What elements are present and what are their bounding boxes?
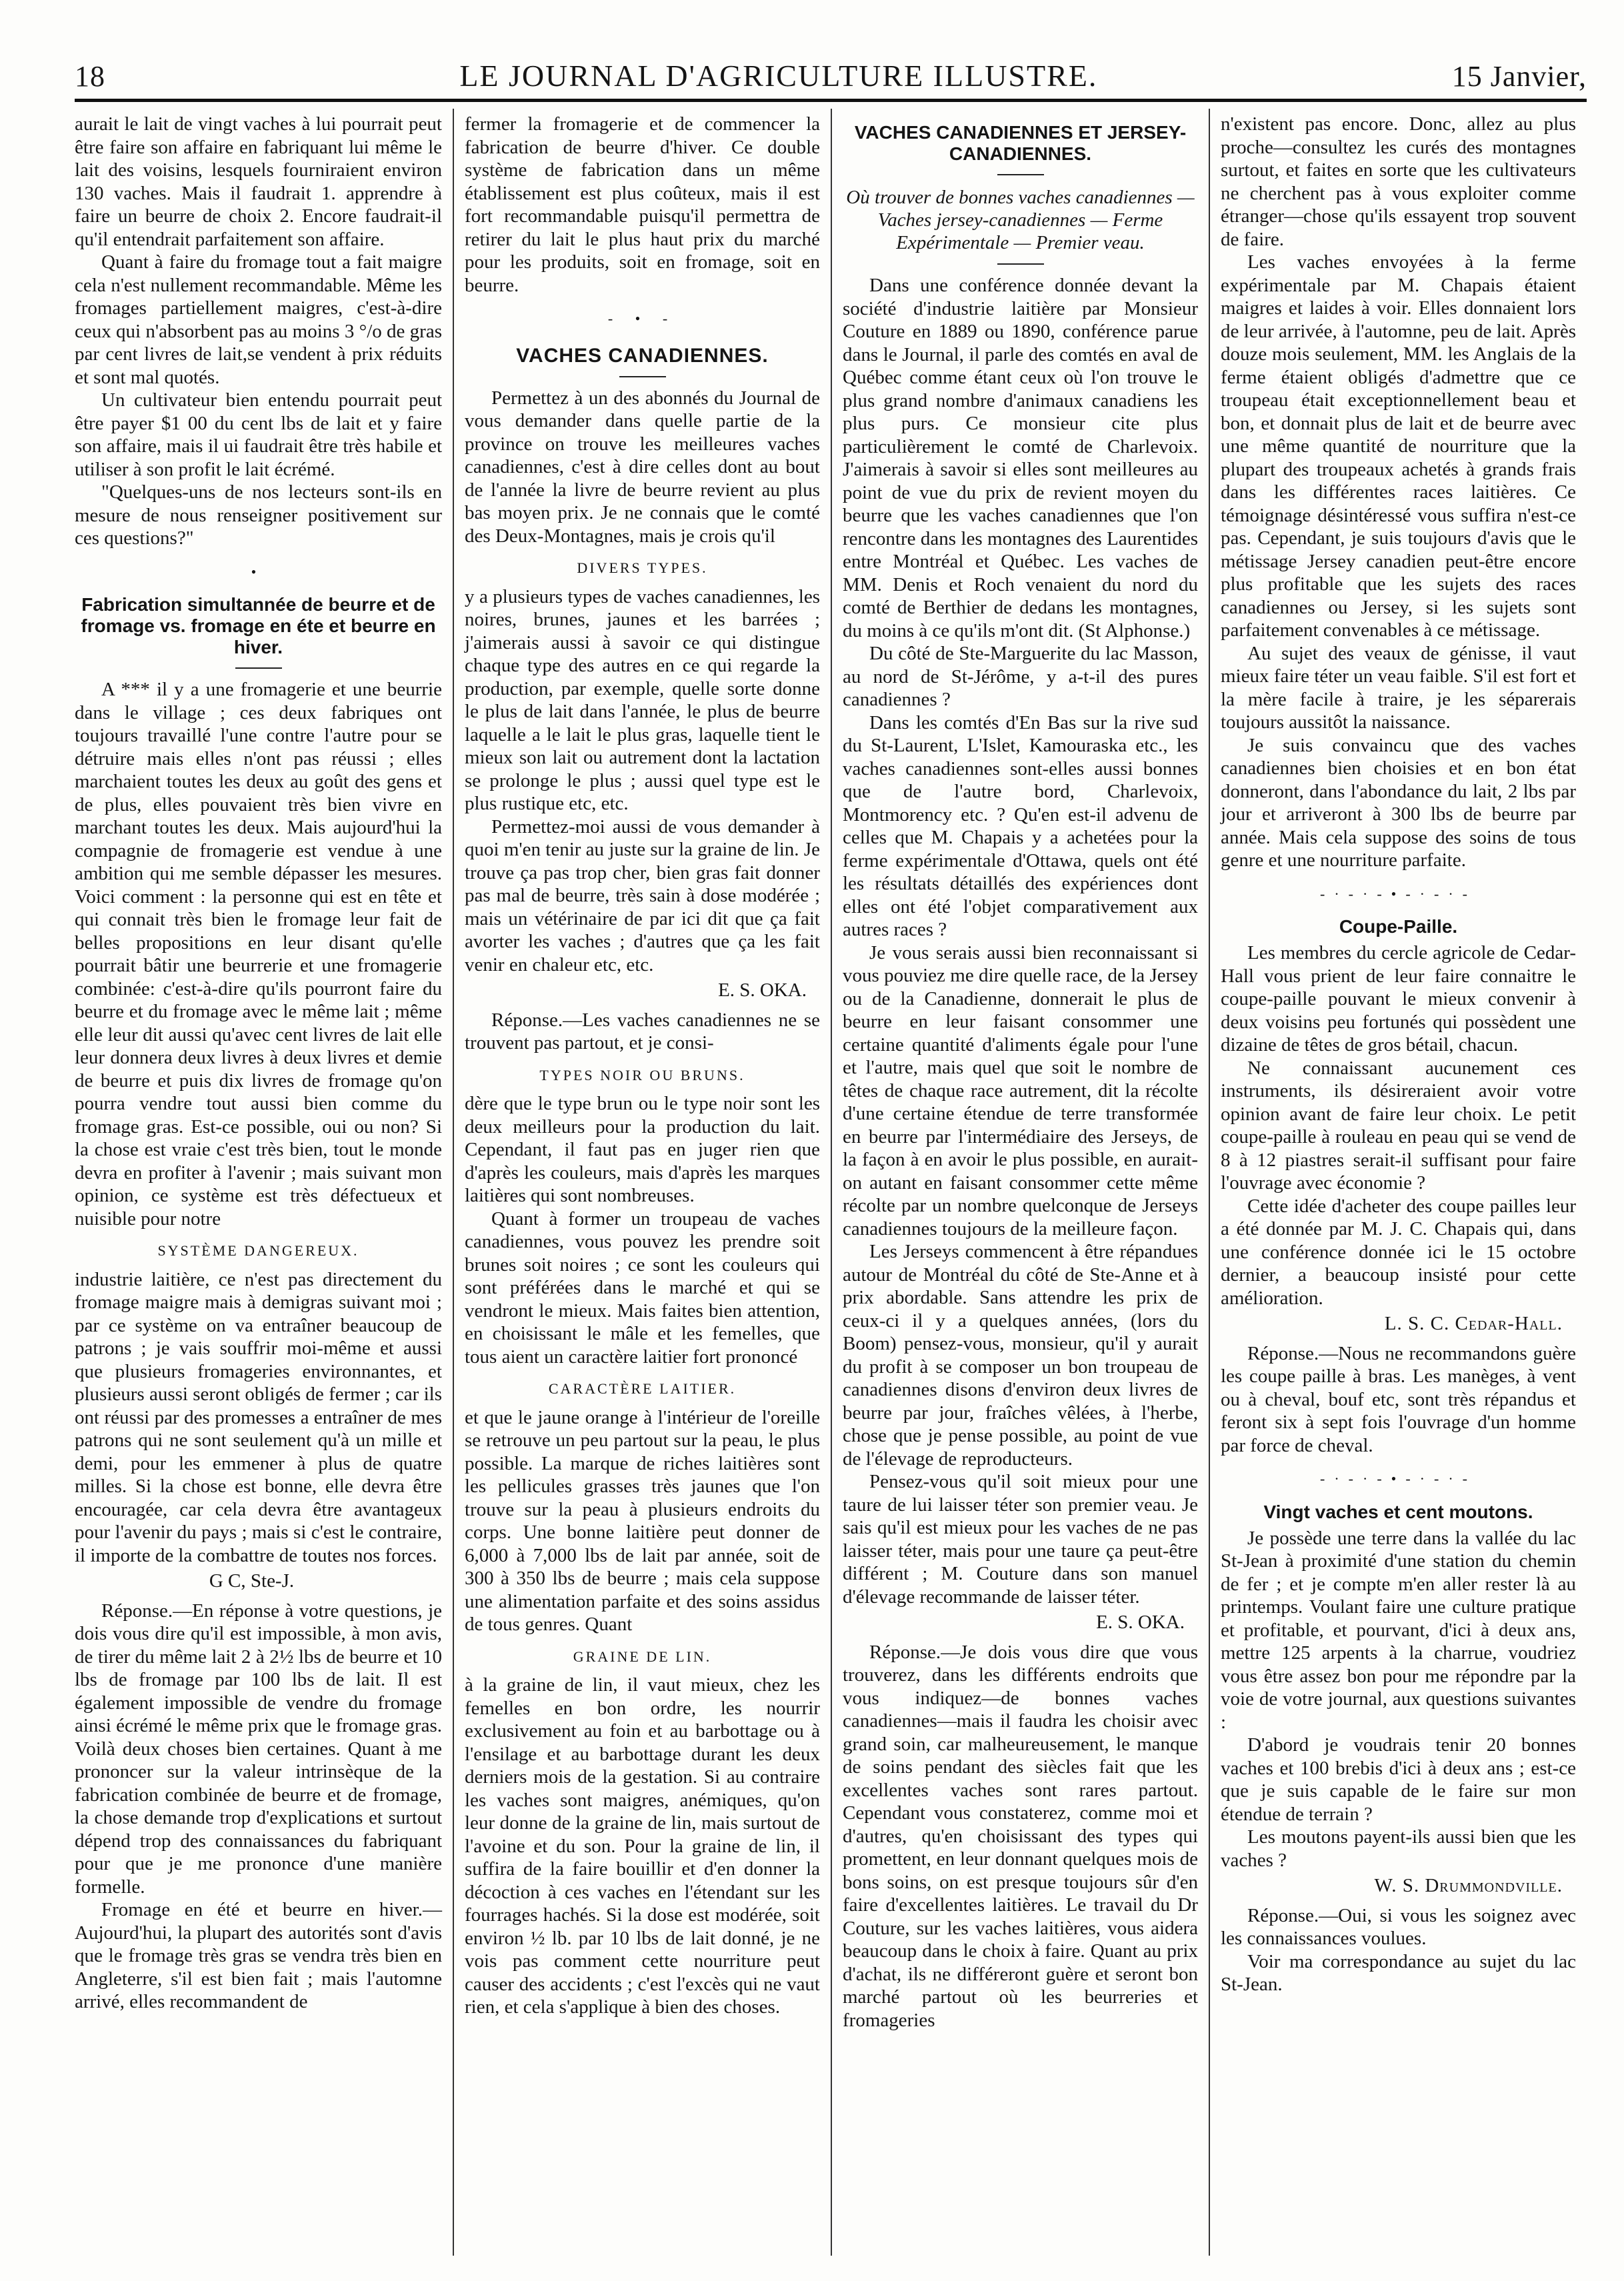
column-3 [831,109,1209,2256]
signature: E. S. OKA. [1096,1612,1185,1633]
signature: W. S. Drummondville. [1374,1875,1563,1896]
paragraph: Réponse.—Nous ne recommandons guère les coupe paille à bras. Les manèges, à vent ou à cheval, bouf etc, sont très répandus et feront six à sept fois l'ouvrage d'un homme par force de cheval. [1221,1342,1576,1456]
ornament-divider: - • - [607,310,677,327]
paragraph: Quant à former un troupeau de vaches canadiennes, vous pouvez les prendre soit brunes soit noires ; ce sont les couleurs qui sont préférées dans le marché et qui se vendront le mieux. Mais faites bien attention, en choisissant le mâle et les femelles, que tous aient un caractère laitier fort prononcé [465,1208,820,1368]
paragraph: Les Jerseys commencent à être répandues autour de Montréal du côté de Ste-Anne et à prix abordable. Sans attendre les prix de ceux-ci il y a quelques années, (lors du Boom) pensez-vous, monsieur, qu'il y aurait du profit à se composer un bon troupeau de canadiennes disons d'environ deux livres de beurre par jour, fraîches vêlées, à l'herbe, chose que je pense possible, au point de vue de l'élevage de reproducteurs. [843,1241,1198,1470]
short-rule [619,376,666,377]
paragraph: aurait le lait de vingt vaches à lui pourrait peut être faire son affaire en fabriquant lui même le lait des voisins, lesquels fourniraient environ 130 vaches. Mais il faudrait 1. apprendre à faire un beurre de choix 2. Encore faudrait-il qu'il entendrait parfaitement son affaire. [75,113,442,250]
masthead [75,52,1587,93]
paragraph: industrie laitière, ce n'est pas directement du fromage maigre mais à demigras suivant moi ; par ce système on va entraîner beaucoup de patrons ; je vais souffrir moi-même et aussi que plusieurs fromageries environnantes, et plusieurs aussi seront obligés de fermer ; car ils ont réussi par des promesses a entraîner de mes patrons qui ne sont seulement qu'à un mille et demi, pour les emmener à plus de quatre milles. Si la chose est bonne, elle devra être encouragée, car cela devra être avantageux pour l'avenir du pays ; mais si c'est le contraire, il importe de la combattre de toutes nos forces. [75,1268,442,1566]
journal-title: LE JOURNAL D'AGRICULTURE ILLUSTRE. [459,59,1098,93]
page-number: 18 [75,60,105,93]
paragraph: Les membres du cercle agricole de Cedar-Hall vous prient de leur faire connaitre le coupe-paille pouvant le mieux convenir à deux voisins peu fortunés qui possèdent une dizaine de têtes de gros bétail, chacun. [1221,942,1576,1055]
paragraph: fermer la fromagerie et de commencer la fabrication de beurre d'hiver. Ce double système de fabrication dans un même établissement est plus coûteux, mais il est fort recommandable puisqu'il permettra de retirer du lait le plus haut prix du marché pour les produits, soit en fromage, soit en beurre. [465,113,820,296]
column-1 [75,109,453,2256]
paragraph: "Quelques-uns de nos lecteurs sont-ils en mesure de nous renseigner positivement sur ces questions?" [75,481,442,549]
subheading: GRAINE DE LIN. [573,1648,712,1665]
ornament-divider: -·-·-•-·-·- [1320,1470,1477,1487]
paragraph: D'abord je voudrais tenir 20 bonnes vaches et 100 brebis d'ici à deux ans ; est-ce que je suis capable de le faire sur mon étendue de terrain ? [1221,1734,1576,1825]
paragraph: Cette idée d'acheter des coupe pailles leur a été donnée par M. J. C. Chapais qui, dans une conférence donnée ici le 15 octobre dernier, a beaucoup insisté pour cette amélioration. [1221,1195,1576,1309]
paragraph: Les moutons payent-ils aussi bien que les vaches ? [1221,1826,1576,1871]
paragraph: Dans une conférence donnée devant la société d'industrie laitière par Monsieur Couture en 1889 ou 1890, conférence parue dans le Journal, il parle des comtés en aval de Québec comme étant ceux où l'on trouve le plus grand nombre d'animaux canadiens les plus purs. Ce monsieur cite plus particulièrement le comté de Charlevoix. J'aimerais à savoir si elles sont meilleures au point de vue du prix de revient moyen du beurre que les vaches canadiennes que l'on rencontre dans les montagnes des Laurentides entre Montréal et Québec. Les vaches de MM. Denis et Roch venaient du nord du comté de Berthier de dedans les montagnes, du moins à ce qu'ils m'ont dit. (St Alphonse.) [843,275,1198,641]
paragraph: n'existent pas encore. Donc, allez au plus proche—consultez les curés des montagnes surtout, et faites en sorte que les cultivateurs ne cherchent pas à vous exploiter comme étranger—chose qu'ils essayent trop souvent de faire. [1221,113,1576,250]
article-heading: VACHES CANADIENNES ET JERSEY-CANADIENNES. [854,122,1187,164]
paragraph: Un cultivateur bien entendu pourrait peut être payer $1 00 du cent lbs de lait et y faire son affaire, mais il ui faudrait être très habile et utiliser à son profit le lait écrémé. [75,389,442,480]
article-summary: Où trouver de bonnes vaches canadiennes — Vaches jersey-canadiennes — Ferme Expérimentale — Premier veau. [846,187,1195,253]
paragraph: Dans les comtés d'En Bas sur la rive sud du St-Laurent, L'Islet, Kamouraska etc., les vaches canadiennes sont-elles aussi bonnes que de l'autre bord, Charlevoix, Montmorency etc. ? Qu'en est-il advenu de celles que M. Chapais y a achetées pour la ferme expérimentale d'Ottawa, quels ont été les résultats détaillés des expériences dont elles ont été l'objet comparativement aux autres races ? [843,711,1198,940]
header-rule [75,99,1587,102]
article-heading: VACHES CANADIENNES. [516,344,769,367]
article-heading: Vingt vaches et cent moutons. [1263,1501,1533,1522]
paragraph: et que le jaune orange à l'intérieur de l'oreille se retrouve un peu partout sur la peau, le plus possible. La marque de riches laitières sont les pellicules grasses très jaunes que l'on trouve sur la peau à plusieurs endroits du corps. Une bonne laitière peut donner de 6,000 à 7,000 lbs de lait par année, soit de 300 à 350 lbs de beurre ; mais cela suppose une alimentation parfaite et des soins assidus de tous genres. Quant [465,1406,820,1635]
subheading: DIVERS TYPES. [577,559,708,576]
paragraph: à la graine de lin, il vaut mieux, chez les femelles en bon ordre, les nourrir exclusivement au foin et au barbottage ou à l'ensilage et au barbottage durant les deux derniers mois de la gestation. Si au contraire les vaches sont maigres, anémiques, qu'on leur donne de la graine de lin, mais surtout de l'avoine et du son. Pour la graine de lin, il suffira de la faire bouillir et d'en donner la décoction à ces vaches en l'étendant sur les fourrages hachés. Si la dose est modérée, soit environ ½ lb. par 10 lbs de lait donné, je ne vois pas comment cette nourriture peut causer des accidents ; c'est l'excès qui ne vaut rien, et cela s'applique à bien des choses. [465,1674,820,2018]
paragraph: Du côté de Ste-Marguerite du lac Masson, au nord de St-Jérôme, y a-t-il des pures canadiennes ? [843,643,1198,710]
paragraph: Permettez à un des abonnés du Journal de vous demander dans quelle partie de la province on trouve les meilleures vaches canadiennes, c'est à dire celles dont au bout de l'année la livre de beurre revient au plus bas moyen prix. Je ne connais que le comté des Deux-Montagnes, mais je crois qu'il [465,387,820,547]
article-heading: Fabrication simultannée de beurre et de fromage vs. fromage en éte et beurre en hiver. [81,594,436,657]
column-4 [1209,109,1587,2256]
paragraph: Permettez-moi aussi de vous demander à quoi m'en tenir au juste sur la graine de lin. Je trouve ça pas trop cher, bien gras fait donner pas mal de beurre, très sain à dose modérée ; mais un vétérinaire de par ici dit que ça fait avorter les vaches ; d'autres que ça les fait venir en chaleur etc, etc. [465,815,820,975]
paragraph: Je suis convaincu que des vaches canadiennes bien choisies et en bon état donneront, dans l'abondance du lait, 2 lbs par jour et arriveront à 300 lbs de beurre par année. Mais cela suppose des soins de tous genre et une nourriture parfaite. [1221,734,1576,871]
paragraph: Voir ma correspondance au sujet du lac St-Jean. [1221,1950,1576,1995]
paragraph: y a plusieurs types de vaches canadiennes, les noires, brunes, jaunes et les barrées ; j'aimerais aussi à savoir ce qui distingue chaque type des autres en ce qui regarde la production, par exemple, quelle sorte donne le plus de lait dans l'année, le plus de beurre laquelle a le lait le plus gras, laquelle tient le mieux son lait ou autrement dont la lactation se prolonge le plus ; aussi quel type est le plus rustique etc, etc. [465,585,820,814]
signature: E. S. OKA. [718,979,807,1001]
article-heading: Coupe-Paille. [1339,916,1458,937]
short-rule [235,667,282,669]
paragraph: Réponse.—Je dois vous dire que vous trouverez, dans les différents endroits que vous indiquez—de bonnes vaches canadiennes—mais il faudra les choisir avec grand soin, car malheureusement, le manque de soins pendant des siècles fait que les excellentes vaches sont rares partout. Cependant vous constaterez, comme moi et d'autres, qu'en choisissant des types qui promettent, en leur donnant quelques mois de bons soins, on est presque toujours sûr d'en faire d'excellentes laitières. Le travail du Dr Couture, sur les vaches laitières, vous aidera beaucoup dans le choix à faire. Quant au prix d'achat, ils ne différeront guère et seront bon marché partout où les beurreries et fromageries [843,1641,1198,2031]
paragraph: Je possède une terre dans la vallée du lac St-Jean à proximité d'une station du chemin de fer ; et je compte m'en aller rester là au printemps. Voulant faire une culture pratique et profitable, et pourvant, d'ici à deux ans, mettre 125 arpents à la charrue, voudriez vous être assez bon pour me répondre par la voie de votre journal, aux questions suivantes : [1221,1527,1576,1733]
paragraph: Ne connaissant aucunement ces instruments, ils désireraient avoir votre opinion avant de faire leur choix. Le petit coupe-paille à rouleau en peau qui se vend de 8 à 12 piastres serait-il suffisant pour faire l'ouvrage avec économie ? [1221,1057,1576,1194]
column-2 [453,109,831,2256]
signature: G C, Ste-J. [209,1570,295,1592]
paragraph: Réponse.—Les vaches canadiennes ne se trouvent pas partout, et je consi- [465,1009,820,1053]
paragraph: Réponse.—En réponse à votre questions, je dois vous dire qu'il est impossible, à mon avis, de tirer du même lait 2 à 2½ lbs de beurre et 10 lbs de fromage par 100 lbs de lait. Il est également impossible de vendre du fromage ainsi écrémé le même prix que le fromage gras. Voilà deux choses bien certaines. Quant à me prononcer sur la valeur intrinsèque de la fabrication combinée de beurre et de fromage, la chose demande trop d'explications et surtout dépend trop des connaissances du fabriquant pour que je me prononce d'une manière formelle. [75,1600,442,1898]
signature: L. S. C. Cedar-Hall. [1384,1313,1563,1334]
subheading: SYSTÈME DANGEREUX. [157,1242,359,1259]
paragraph: A *** il y a une fromagerie et une beurrie dans le village ; ces deux fabriques ont toujours travaillé l'une contre l'autre pour se détruire mais elles n'ont pas réussi ; elles marchaient toutes les deux au goût des gens et de plus, elles pouvaient très bien vivre en marchant toutes les deux. Mais aujourd'hui la compagnie de fromagerie est vendue à une ambition qui me semble dépasser les mesures. Voici comment : la personne qui est en tête et qui connait très bien le fromage leur fait de belles propositions en leur disant qu'elle pourrait bâtir une beurrerie et une fromagerie combinée: c'est-à-dire qu'ils pourront faire du beurre et du fromage avec le même lait ; même elle leur dit aussi qu'avec cent livres de lait elle leur donnera deux livres à deux livres et demie de beurre et puis dix livres de fromage qu'on pourra vendre tout aussi bien comme du fromage gras. Est-ce possible, oui ou non? Si la chose est vraie c'est très bien, tout le monde devra en profiter à l'avenir ; mais suivant mon opinion, ce système est très défectueux et nuisible pour notre [75,679,442,1230]
paragraph: Je vous serais aussi bien reconnaissant si vous pouviez me dire quelle race, de la Jersey ou de la Canadienne, donnerait le plus de beurre en leur faisant consommer une certaine quantité d'aliments égale pour l'une et l'autre, mais quel que soit le nombre de têtes de chaque race autrement, dit la récolte d'une certaine étendue de terre transformée en beurre par l'intermédiaire des Jerseys, de la façon à en avoir le plus possible, en aurait-on autant en faisant consommer cette même récolte par un nombre quelconque de Jerseys canadiennes toujours de la meilleure façon. [843,941,1198,1240]
paragraph: Pensez-vous qu'il soit mieux pour une taure de lui laisser téter son premier veau. Je sais qu'il est mieux pour les vaches de ne pas laisser téter, mais pour une taure ça peut-être différent ; M. Couture dans son manuel d'élevage recommande de laisser téter. [843,1471,1198,1608]
paragraph: Au sujet des veaux de génisse, il vaut mieux faire téter un veau faible. S'il est fort et la mère facile à traire, je les séparerais toujours aussitôt la naissance. [1221,642,1576,733]
ornament-divider: -·-·-•-·-·- [1320,885,1477,902]
paragraph: Réponse.—Oui, si vous les soignez avec les connaissances voulues. [1221,1904,1576,1949]
columns [75,109,1587,2256]
short-rule [997,263,1044,265]
short-rule [997,174,1044,175]
issue-date: 15 Janvier, [1451,60,1587,93]
paragraph: dère que le type brun ou le type noir sont les deux meilleurs pour la production du lait. Cependant, il faut pas en juger rien que d'après les couleurs, mais d'après les marques laitières qui sont nombreuses. [465,1093,820,1206]
paragraph: Quant à faire du fromage tout a fait maigre cela n'est nullement recommandable. Même les fromages partiellement maigres, c'est-à-dire ceux qui n'absorbent pas au moins 3 °/o de gras par cent livres de lait,se vendent à prix réduits et sont mal quotés. [75,251,442,388]
ornament-divider: • [251,563,266,580]
subheading: TYPES NOIR OU BRUNS. [539,1066,745,1083]
paragraph: Fromage en été et beurre en hiver.—Aujourd'hui, la plupart des autorités sont d'avis que le fromage très gras se vendra très bien en Angleterre, s'il est bien fait ; mais l'automne arrivé, elles recommandent de [75,1899,442,2012]
paragraph: Les vaches envoyées à la ferme expérimentale par M. Chapais étaient maigres et laides à voir. Elles donnaient lors de leur arrivée, à l'automne, peu de lait. Après douze mois seulement, MM. les Anglais de la ferme étaient obligés d'admettre que ce troupeau était exceptionnellement beau et bon, et donnait plus de lait et de beurre avec une même quantité de nourriture que la plupart des troupeaux achetés à grands frais dans les différentes races laitières. Ce témoignage désintéressé vous suffira n'est-ce pas. Cependant, je suis toujours d'avis que le métissage Jersey canadien peut-être encore plus profitable que les sujets des races canadiennes ou Jersey, si les sujets sont parfaitement convenables à ce métissage. [1221,251,1576,641]
subheading: CARACTÈRE LAITIER. [548,1380,737,1397]
